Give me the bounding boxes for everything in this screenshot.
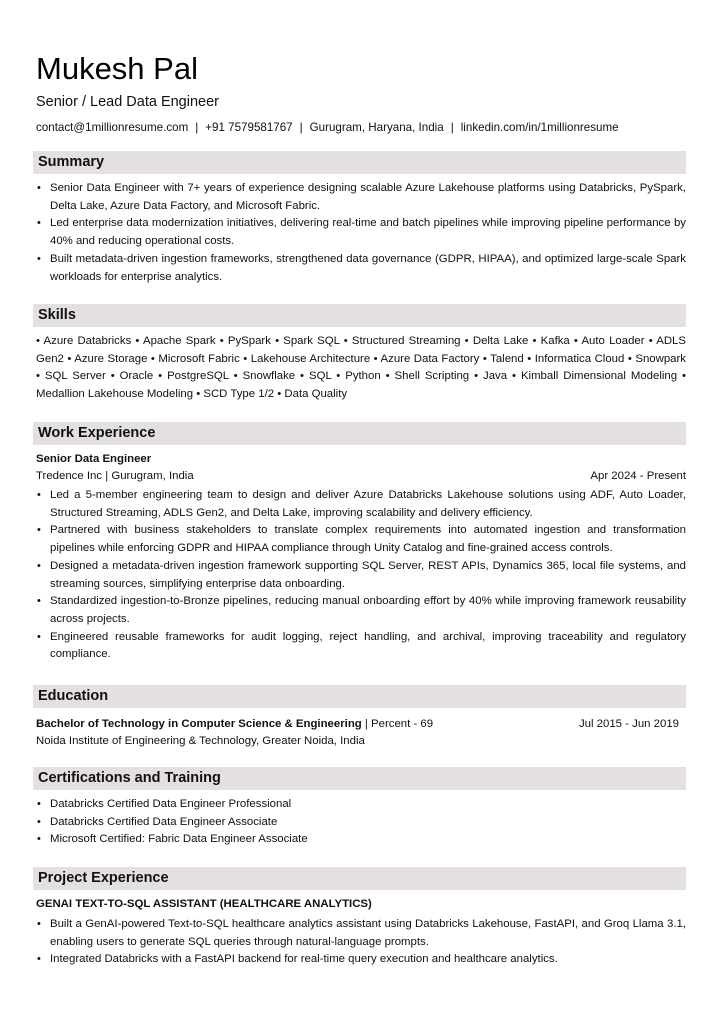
contact-separator: | [450,121,454,134]
skills-section [33,304,686,404]
job-meta-row [33,468,686,485]
job-role: Senior Data Engineer [36,453,152,465]
contact-phone: +91 7579581767 [205,121,293,134]
experience-item: • Standardized ingestion-to-Bronze pipelines, reducing manual onboarding effort by 40% while improving framework reusability across projects. [36,593,686,628]
experience-item: • Partnered with business stakeholders to translate complex requirements into automated ingestion and transformation pipelines while enforcing GDPR and HIPAA compliance through Unity Catalog and fine-grained access controls. [36,522,686,557]
education-grade: | Percent - 69 [361,718,434,730]
candidate-title: Senior / Lead Data Engineer [36,94,219,110]
summary-item: • Led enterprise data modernization initiatives, delivering real-time and batch pipelines while improving pipeline performance by 40% and reducing operational costs. [36,215,686,250]
project-title: GENAI TEXT-TO-SQL ASSISTANT (HEALTHCARE ANALYTICS) [36,898,372,910]
experience-item: • Designed a metadata-driven ingestion framework supporting SQL Server, REST APIs, Dynamics 365, local file systems, and streaming sources, simplifying enterprise data onboarding. [36,558,686,593]
certifications-section [33,767,686,849]
education-heading: Education [33,685,686,708]
experience-section [33,422,686,664]
experience-heading: Work Experience [33,422,686,445]
projects-list [33,916,686,969]
certifications-list [33,796,686,849]
education-degree: Bachelor of Technology in Computer Science & Engineering [36,718,362,730]
education-degree-line [36,716,433,733]
experience-list [33,487,686,664]
summary-list [33,180,686,286]
skills-heading: Skills [33,304,686,327]
certification-item: • Microsoft Certified: Fabric Data Engineer Associate [36,831,686,849]
projects-section [33,867,686,969]
contact-linkedin: linkedin.com/in/1millionresume [460,121,619,134]
contact-separator: | [299,121,303,134]
experience-item: • Led a 5-member engineering team to design and deliver Azure Databricks Lakehouse solutions using ADF, Auto Loader, Structured Streaming, ADLS Gen2, and Delta Lake, improving scalability and delivery efficiency. [36,487,686,522]
skills-text: • Azure Databricks • Apache Spark • PySpark • Spark SQL • Structured Streaming • Delta Lake • Kafka • Auto Loader • ADLS Gen2 • Azure Storage • Microsoft Fabric • Lakehouse Architecture • Azure Data Factory • Talend • Informatica Cloud • Snowpark • SQL Server • Oracle • PostgreSQL • Snowflake • SQL • Python • Shell Scripting • Java • Kimball Dimensional Modeling • Medallion Lakehouse Modeling • SCD Type 1/2 • Data Quality [36,335,686,401]
contact-line [36,121,619,135]
certifications-heading: Certifications and Training [33,767,686,790]
education-dates: Jul 2015 - Jun 2019 [578,718,679,730]
candidate-name: Mukesh Pal [36,51,198,86]
summary-item: • Senior Data Engineer with 7+ years of experience designing scalable Azure Lakehouse platforms using Databricks, PySpark, Delta Lake, Azure Data Factory, and Microsoft Fabric. [36,180,686,215]
contact-separator: | [195,121,199,134]
contact-email: contact@1millionresume.com [36,121,189,134]
job-dates: Apr 2024 - Present [590,470,686,482]
certification-item: • Databricks Certified Data Engineer Associate [36,814,686,832]
education-row [33,716,686,733]
summary-heading: Summary [33,151,686,174]
summary-item: • Built metadata-driven ingestion frameworks, strengthened data governance (GDPR, HIPAA), and optimized large-scale Spark workloads for enterprise analytics. [36,251,686,286]
summary-section [33,151,686,286]
job-company: Tredence Inc | Gurugram, India [36,470,194,482]
education-school-row [33,733,686,750]
project-item: • Built a GenAI-powered Text-to-SQL healthcare analytics assistant using Databricks Lakehouse, FastAPI, and Groq Llama 3.1, enabling users to generate SQL queries through natural-language prompts. [36,916,686,951]
project-item: • Integrated Databricks with a FastAPI backend for real-time query execution and healthcare analytics. [36,951,686,969]
education-section [33,685,686,750]
experience-item: • Engineered reusable frameworks for audit logging, reject handling, and archival, improving traceability and regulatory compliance. [36,629,686,664]
contact-location: Gurugram, Haryana, India [309,121,444,134]
certification-item: • Databricks Certified Data Engineer Professional [36,796,686,814]
education-school: Noida Institute of Engineering & Technology, Greater Noida, India [36,735,365,747]
projects-heading: Project Experience [33,867,686,890]
